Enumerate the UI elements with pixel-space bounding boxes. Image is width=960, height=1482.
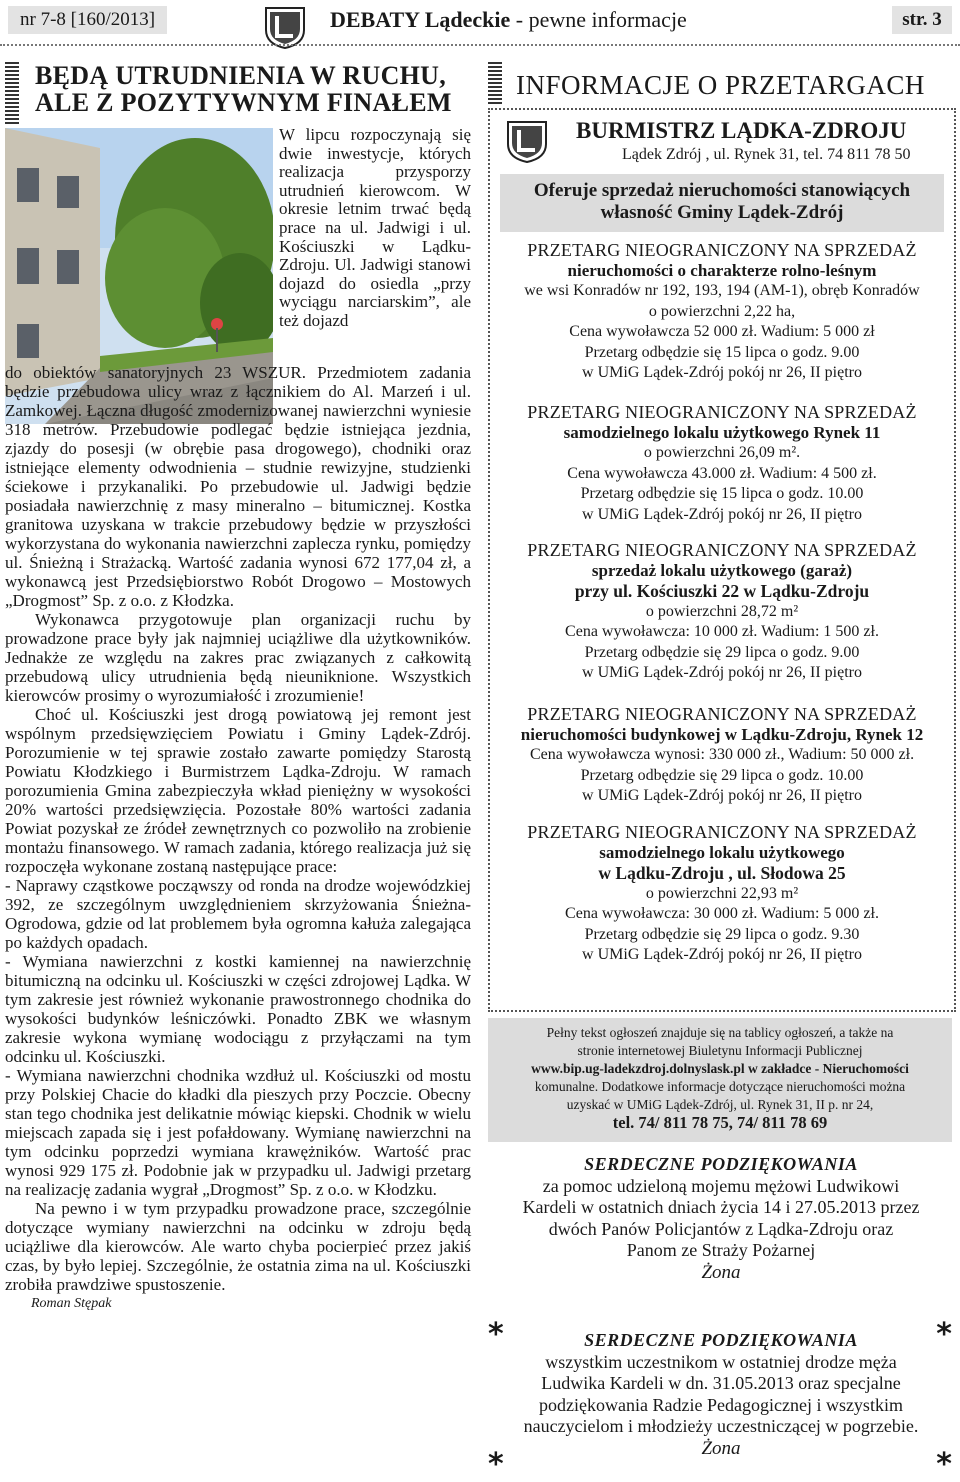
article-author: Roman Stępak [31,1296,112,1311]
footer-line: stronie internetowej Biuletynu Informacji Publicznej [577,1043,863,1058]
bip-link[interactable]: www.bip.ug-ladekzdroj.dolnyslask.pl w zakładce - Nieruchomości [531,1061,909,1076]
article-headline [35,62,471,116]
star-ornament: * [488,1447,504,1482]
article-paragraph: - Wymiana nawierzchni chodnika wzdłuż ul. Kościuszki od mostu przy Polskiej Chacie do kładki dla pieszych przy Poczcie. Obecny stan tego chodnika jest delikatnie mówiąc kiepski. Chodnik w wielu miejscach zapada się i jest pofałdowany. Wymianę nawierzchni na tym odcinku poprzedzi wymiana krawężników. Wartość prac wynosi 929 175 zł. Podobnie jak w przypadku ul. Jadwigi przetarg na realizację zadania wygrał „Drogmost” Sp. z o.o. w Kłodzku. [5,1066,471,1199]
tender-item [490,704,954,807]
page-header [0,0,960,44]
tender-detail: Przetarg odbędzie się 15 lipca o godz. 9.00 [584,343,860,361]
tender-subject: sprzedaż lokalu użytkowego (garaż) [591,560,853,580]
thanks-notice-1 [488,1154,954,1283]
tender-item [490,402,954,525]
article-paragraph: Na pewno i w tym przypadku prowadzone prace, szczególnie dotyczące wymiany nawierzchni na odcinku w zdroju będą uciążliwe dla kierowców. Ale warto chyba pocierpieć przez jakiś czas, by było lepiej. Szczególnie, że ostatnia zima na ul. Kościuszki zrobiła prawdziwe spustoszenie. [5,1199,471,1294]
star-ornament: * [488,1317,504,1352]
article [5,61,471,1311]
tender-detail: Cena wywoławcza 43.000 zł. Wadium: 4 500 zł. [567,464,877,482]
header-divider [0,44,960,46]
tender-subject: samodzielnego lokalu użytkowego Rynek 11 [563,422,881,442]
article-paragraph: - Naprawy cząstkowe począwszy od ronda na drodze wojewódzkiej 392, ze szczególnym uwzględnieniem skrzyżowania Śnieżna-Ogrodowa, gdzie od lat problemem była ogromna kałuża zalegająca po każdych opadach. [5,876,471,952]
thanks-line: za pomoc udzieloną mojemu mężowi Ludwikowi [542,1175,900,1196]
tender-detail: o powierzchni 2,22 ha, [648,302,796,320]
thanks-signature: Żona [701,1261,741,1283]
tender-detail: o powierzchni 26,09 m². [643,444,801,461]
tender-detail: we wsi Konradów nr 192, 193, 194 (AM-1), obręb Konradów [524,282,920,299]
tender-item [490,822,954,966]
article-paragraph: Choć ul. Kościuszki jest drogą powiatową jej remont jest wspólnym przedsięwzięciem Powiatu i Gminy Lądek-Zdrój. Porozumienie w tej sprawie zostało zawarte pomiędzy Starostą Powiatu Kłodzkiego i Burmistrzem Lądka-Zdroju. W ramach porozumienia Gmina zabezpieczyła wkład pieniężny w wysokości 20% wartości przedsięwzięcia. Pozostałe 80% wartości zadania Powiat pozyskał ze źródeł zewnętrznych co pozwoliło na zrobienie montażu finansowego. W ramach zadania, którego realizacja już się rozpoczęła wykonane zostaną następujące prace: [5,705,471,876]
thanks-line: nauczycielom i młodzieży uczestniczącej w pogrzebie. [523,1416,919,1436]
tender-type: PRZETARG NIEOGRANICZONY NA SPRZEDAŻ [527,402,917,422]
tender-detail: w UMiG Lądek-Zdrój pokój nr 26, II piętro [582,664,862,681]
tender-subject: nieruchomości budynkowej w Lądku-Zdroju, Rynek 12 [520,724,924,744]
town-crest-logo [504,118,550,164]
tender-detail: Cena wywoławcza: 10 000 zł. Wadium: 1 500 zł. [565,623,879,640]
tender-detail: w UMiG Lądek-Zdrój pokój nr 26, II piętro [582,787,862,804]
tender-type: PRZETARG NIEOGRANICZONY NA SPRZEDAŻ [527,540,917,560]
article-paragraph: - Wymiana nawierzchni z kostki kamiennej na nawierzchnię bitumiczną na odcinku ul. Kościuszki w części zdrojowej Lądka. W tym zakresie jest również wykonanie prawostronnego chodnika do wysokości budynków leśniczówki. Ponadto ZBK we własnym zakresie wykona wymianę wodociągu z przyłączami na tym odcinku ul. Kościuszki. [5,952,471,1066]
tenders-box [488,108,956,1012]
tender-detail: Przetarg odbędzie się 29 lipca o godz. 10.00 [580,766,864,784]
tender-detail: Przetarg odbędzie się 29 lipca o godz. 9.30 [584,925,860,943]
article-paragraph: Wykonawca przygotowuje plan organizacji ruchu by prowadzone prace były jak najmniej uciążliwe dla użytkowników. Jednakże ze względu na zakres prac związanych z całkowitą przebudową ulicy utrudnienia będą nieuniknione. Wszystkich kierowców prosimy o wyrozumiałość i zrozumienie! [5,610,471,705]
section-accent-bar [488,62,502,106]
tenders-footer [488,1018,952,1142]
thanks-title: SERDECZNE PODZIĘKOWANIA [584,1154,858,1174]
offer-line-1: Oferuje sprzedaż nieruchomości stanowiących [533,180,911,201]
offer-line-2: własność Gminy Lądek-Zdrój [600,202,844,223]
article-body [5,363,471,1313]
offer-banner [500,174,944,232]
tender-detail: o powierzchni 28,72 m² [645,602,799,620]
tender-subject: samodzielnego lokalu użytkowego [599,842,845,862]
thanks-notice-2 [488,1317,954,1482]
thanks-line: Ludwika Kardeli w dn. 31.05.2013 oraz specjalne [541,1373,901,1393]
tender-detail: Cena wywoławcza 52 000 zł. Wadium: 5 000 zł [569,323,875,340]
thanks-signature: Żona [701,1437,741,1459]
thanks-line: wszystkim uczestnikom w ostatniej drodze męża [545,1351,897,1372]
tender-type: PRZETARG NIEOGRANICZONY NA SPRZEDAŻ [527,704,917,724]
tender-detail: o powierzchni 22,93 m² [645,884,799,902]
tender-detail: Przetarg odbędzie się 15 lipca o godz. 10.00 [580,485,864,502]
footer-line: Pełny tekst ogłoszeń znajduje się na tablicy ogłoszeń, a także na [546,1025,894,1040]
tender-item [490,540,954,684]
tender-item [490,240,954,384]
tender-type: PRZETARG NIEOGRANICZONY NA SPRZEDAŻ [527,240,917,260]
office-address: Lądek Zdrój , ul. Rynek 31, tel. 74 811 78 50 [622,146,911,163]
article-paragraph: do obiektów sanatoryjnych 23 WSZUR. Przedmiotem zadania będzie przebudowa ulicy wraz z łącznikiem do Al. Marzeń i ul. Zamkowej. Łączna długość zmodernizowanej nawierzchni wyniesie 318 metrów. Przebudowie podlegać będzie istniejąca jezdnia, zjazdy do posesji (w obrębie pasa drogowego), chodniki oraz istniejące elementy odwodnienia – studnie rewizyjne, studzienki ściekowe i przykanaliki. Po przebudowie ul. Jadwigi będzie posiadała nawierzchnię z masy mineralno – bitumicznej. Kostka granitowa uzyskana w trakcie przebudowy będzie w przyszłości wykorzystana do wykonania nawierzchni zaplecza rynku, pomiędzy ul. Śnieżną i Strażacką. Wartość zadania wynosi 672 177,04 zł, a wykonawcą jest Przedsiębiorstwo Robót Drogowo – Mostowych „Drogmost” Sp. z o.o. z Kłodzka. [5,363,471,610]
issue-number: nr 7-8 [160/2013] [8,6,167,34]
thanks-line: dwóch Panów Policjantów z Lądka-Zdroju oraz [548,1218,894,1239]
tender-subject: w Lądku-Zdroju , ul. Słodowa 25 [598,863,846,883]
tender-detail: Cena wywoławcza: 30 000 zł. Wadium: 5 000 zł. [565,905,879,922]
tender-detail: Przetarg odbędzie się 29 lipca o godz. 9.00 [584,643,860,661]
tender-detail: w UMiG Lądek-Zdrój pokój nr 26, II piętro [582,364,862,381]
headline-line-2: ALE Z POZYTYWNYM FINAŁEM [35,88,452,117]
footer-line: komunalne. Dodatkowe informacje dotyczące nieruchomości można [534,1079,906,1094]
tender-subject: nieruchomości o charakterze rolno-leśnym [567,260,877,280]
title-bold: DEBATY Lądeckie [330,7,511,32]
thanks-line: Kardeli w ostatnich dniach życia 14 i 27.05.2013 przez [522,1197,920,1217]
thanks-line: podziękowania Radzie Pedagogicznej i wszystkim [539,1394,903,1415]
tender-detail: w UMiG Lądek-Zdrój pokój nr 26, II piętro [582,505,862,523]
article-lead: W lipcu rozpoczynają się dwie inwestycje, których realizacja przysporzy utrudnień kierowcom. W okresie letnim trwać będą prace na ul. Jadwigi i ul. Kościuszki w Lądku-Zdroju. Ul. Jadwigi stanowi dojazd do osiedla „przy wyciągu narciarskim”, ale też dojazd [279,125,471,330]
tender-subject: przy ul. Kościuszki 22 w Lądku-Zdroju [574,581,870,601]
tender-type: PRZETARG NIEOGRANICZONY NA SPRZEDAŻ [527,822,917,842]
footer-line: uzyskać w UMiG Lądek-Zdrój, ul. Rynek 31, II p. nr 24, [566,1097,874,1112]
tender-detail: Cena wywoławcza wynosi: 330 000 zł., Wadium: 50 000 zł. [529,746,915,763]
star-ornament: * [936,1317,952,1352]
title-rest: - pewne informacje [510,7,687,32]
headline-accent-bar [5,62,19,124]
section-title: INFORMACJE O PRZETARGACH [516,70,925,100]
thanks-title: SERDECZNE PODZIĘKOWANIA [584,1330,858,1350]
thanks-line: Panom ze Straży Pożarnej [626,1240,816,1260]
newspaper-title [330,4,687,36]
office-name: BURMISTRZ LĄDKA-ZDROJU [576,118,907,143]
star-ornament: * [936,1447,952,1482]
page-number: str. 3 [892,6,952,34]
tender-detail: w UMiG Lądek-Zdrój pokój nr 26, II piętro [582,946,862,963]
headline-line-1: BĘDĄ UTRUDNIENIA W RUCHU, [35,61,447,90]
footer-phone: tel. 74/ 811 78 75, 74/ 811 78 69 [612,1113,828,1132]
